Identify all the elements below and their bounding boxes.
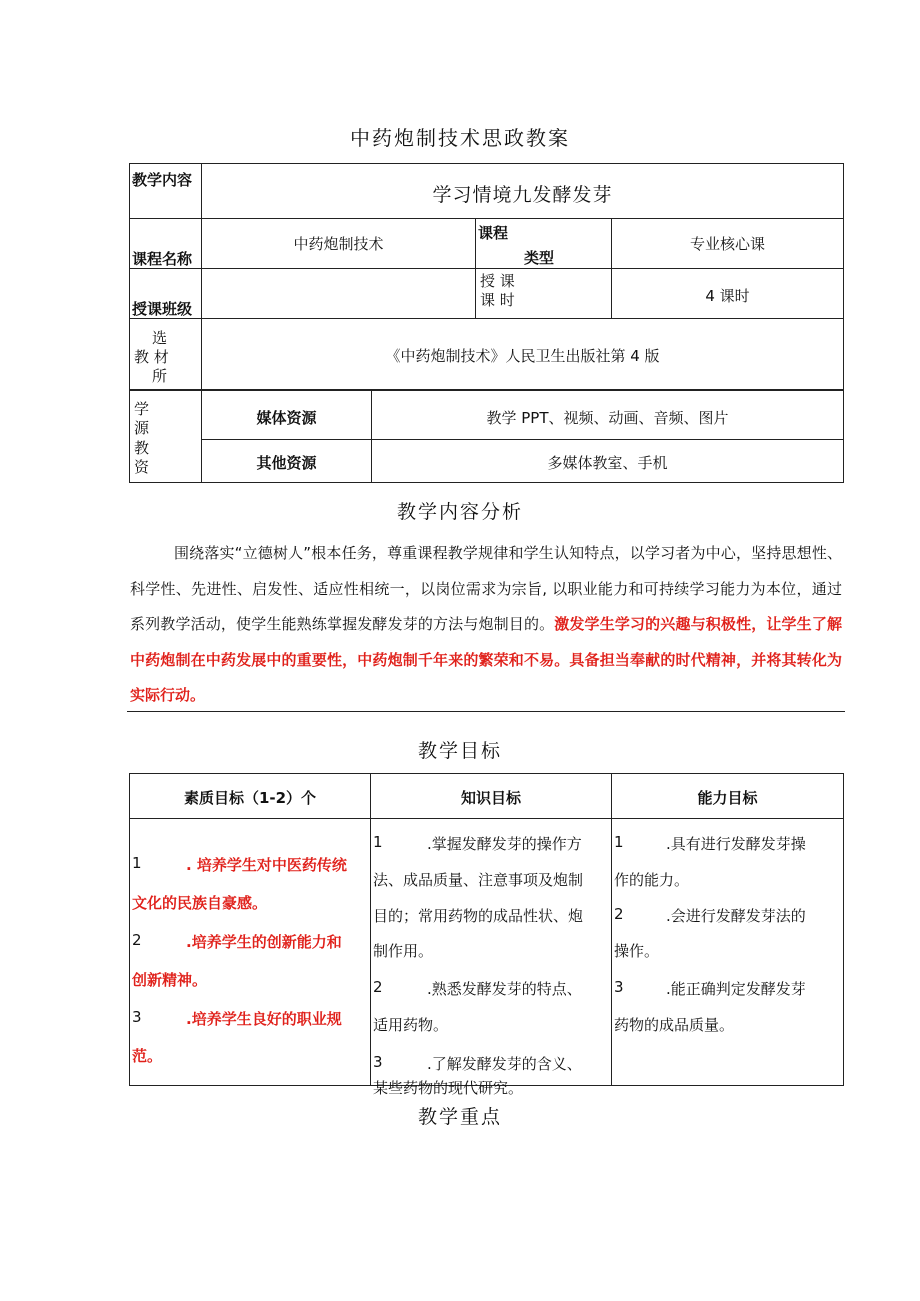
resources-table (129, 390, 844, 483)
class-label-cell (130, 269, 202, 319)
other-value: 多媒体教室、手机 (547, 453, 668, 472)
ability-item-2-num: 2 (614, 905, 624, 923)
quality-item-1-line1: . 培养学生对中医药传统 (186, 856, 347, 874)
knowledge-item-2-line1: .熟悉发酵发芽的特点、 (427, 980, 582, 998)
section-divider (127, 711, 845, 712)
analysis-text-highlight: 激发学生学习的兴趣与积极性，让学生了解中药炮制在中药发展中的重要性，中药炮制千年来的繁荣和不易。具备担当奉献的时代精神，并将其转化为实际行动。 (130, 615, 842, 704)
course-name-label: 课程名称 (132, 250, 193, 268)
resources-label-cell (130, 391, 202, 483)
quality-item-1-line2: 文化的民族自豪感。 (132, 894, 268, 912)
teaching-content-value: 学习情境九发酵发芽 (432, 184, 613, 206)
quality-item-2-num: 2 (132, 931, 142, 949)
other-value-cell (372, 439, 844, 482)
ability-item-1-line2: 作的能力。 (614, 871, 690, 889)
resources-label-char-3: 教 (134, 439, 150, 457)
knowledge-item-3-num: 3 (373, 1053, 383, 1071)
ability-header: 能力目标 (697, 789, 758, 807)
media-label-cell (202, 391, 372, 440)
hours-value-cell (612, 269, 844, 319)
knowledge-item-1-line3: 目的；常用药物的成品性状、炮 (373, 907, 584, 925)
knowledge-item-1-num: 1 (373, 833, 383, 851)
hours-label-cell (476, 269, 612, 319)
course-type-label-1: 课程 (478, 224, 509, 242)
knowledge-header: 知识目标 (460, 789, 521, 807)
knowledge-header-cell (371, 774, 612, 819)
ability-header-cell (612, 774, 844, 819)
page-title: 中药炮制技术思政教案 (350, 126, 570, 150)
teaching-content-label: 教学内容 (132, 171, 193, 189)
knowledge-cell (371, 819, 612, 1097)
hours-value: 4 课时 (705, 287, 750, 305)
textbook-value: 《中药炮制技术》人民卫生出版社第 4 版 (385, 347, 660, 365)
ability-item-1-num: 1 (614, 833, 624, 851)
course-type-value: 专业核心课 (689, 235, 765, 253)
quality-item-3-num: 3 (132, 1008, 142, 1026)
key-points-heading: 教学重点 (417, 1106, 502, 1128)
class-label: 授课班级 (132, 300, 193, 318)
hours-label-1: 授 课 (480, 272, 515, 290)
textbook-label-3: 所 (152, 367, 168, 385)
analysis-text: 围绕落实“立德树人”根本任务，尊重课程教学规律和学生认知特点，以学习者为中心，坚持思想性、科学性、先进性、启发性、适应性相统一，以岗位需求为宗旨, 以职业能力和可持续学习能力为本位，通过系列教学活动，使学生能熟练掌握发酵发芽的方法与炮制目的。 (130, 544, 842, 633)
course-name-value: 中药炮制技术 (293, 235, 384, 253)
course-type-label-2: 类型 (524, 249, 555, 267)
media-value-cell (372, 391, 844, 440)
knowledge-item-1-line4: 制作用。 (373, 942, 434, 960)
knowledge-item-3-line2: 某些药物的现代研究。 (373, 1079, 524, 1097)
resources-label-char-2: 源 (134, 419, 150, 437)
quality-item-2-line2: 创新精神。 (132, 971, 208, 989)
ability-item-2-line1: .会进行发酵发芽法的 (666, 907, 806, 925)
quality-item-3-line1: .培养学生良好的职业规 (186, 1010, 342, 1028)
analysis-paragraph (130, 536, 842, 714)
resources-label-char-4: 资 (134, 458, 150, 476)
other-label-cell (202, 439, 372, 482)
quality-item-1-num: 1 (132, 854, 142, 872)
media-value: 教学 PPT、视频、动画、音频、图片 (486, 409, 729, 427)
knowledge-item-2-num: 2 (373, 978, 383, 996)
teaching-content-label-cell (130, 164, 202, 219)
knowledge-item-3-line1: .了解发酵发芽的含义、 (427, 1055, 582, 1073)
textbook-value-cell (202, 319, 844, 390)
knowledge-item-2-line2: 适用药物。 (373, 1016, 449, 1034)
ability-item-3-line2: 药物的成品质量。 (614, 1016, 735, 1034)
class-value-cell (202, 269, 476, 319)
knowledge-item-1-line1: .掌握发酵发芽的操作方 (427, 835, 582, 853)
ability-cell (612, 819, 844, 1086)
objectives-table (129, 773, 844, 1097)
quality-header: 素质目标（1-2）个 (183, 789, 317, 807)
course-name-label-cell (130, 219, 202, 269)
knowledge-item-1-line2: 法、成品质量、注意事项及炮制 (373, 871, 584, 889)
ability-item-3-num: 3 (614, 978, 624, 996)
ability-item-2-line2: 操作。 (614, 942, 660, 960)
textbook-label-cell (130, 319, 202, 390)
other-label: 其他资源 (256, 453, 317, 472)
course-type-label-cell (476, 219, 612, 269)
analysis-heading: 教学内容分析 (396, 501, 523, 523)
hours-label-2: 课 时 (480, 291, 515, 309)
resources-label-char-1: 学 (134, 400, 150, 418)
course-type-value-cell (612, 219, 844, 269)
teaching-content-value-cell (202, 164, 844, 219)
quality-item-3-line2: 范。 (132, 1047, 163, 1065)
textbook-label-1: 选 (152, 329, 168, 347)
quality-item-2-line1: .培养学生的创新能力和 (186, 933, 342, 951)
course-name-value-cell (202, 219, 476, 269)
textbook-label-2: 教 材 (134, 348, 169, 366)
media-label: 媒体资源 (256, 409, 317, 427)
quality-cell (130, 819, 371, 1086)
ability-item-3-line1: .能正确判定发酵发芽 (666, 980, 806, 998)
info-table (129, 163, 844, 390)
quality-header-cell (130, 774, 371, 819)
ability-item-1-line1: .具有进行发酵发芽操 (666, 835, 806, 853)
objectives-heading: 教学目标 (417, 740, 502, 762)
